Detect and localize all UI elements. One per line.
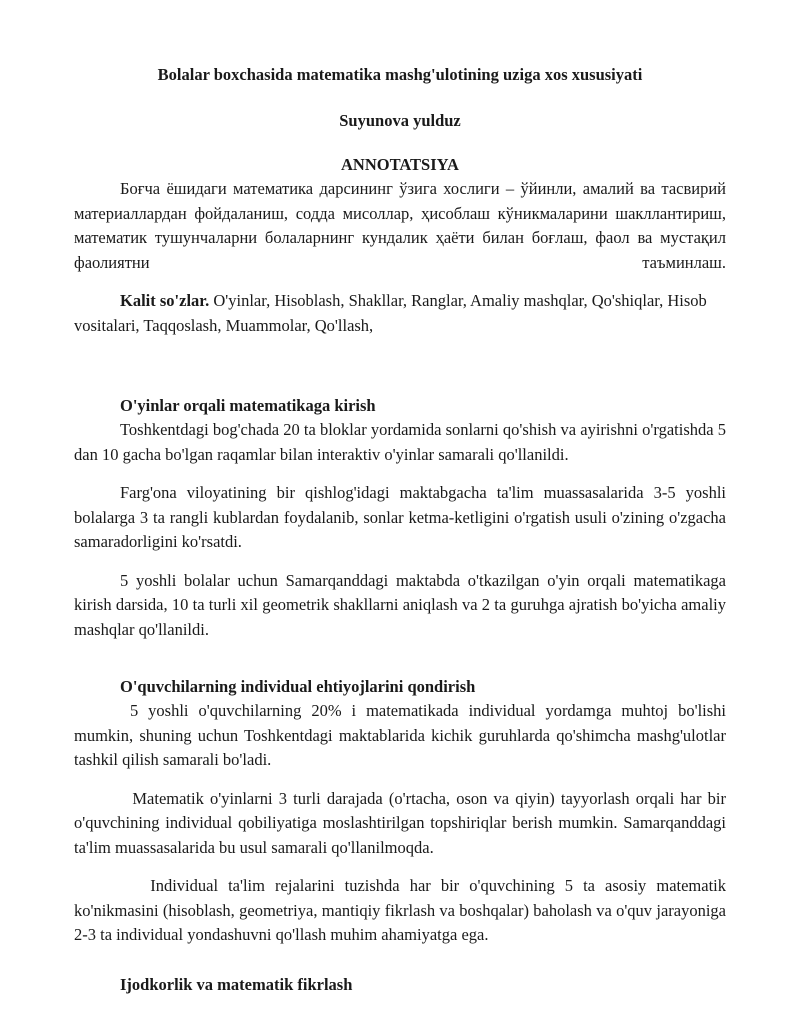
author-name: Suyunova yulduz: [339, 111, 461, 130]
document-page: [74, 64, 731, 997]
section-1-paragraph-2: Farg'ona viloyatining bir qishlog'idagi maktabgacha ta'lim muassasalarida 3-5 yoshli bolalarga 3 ta rangli kublardan foydalanib, sonlar ketma-ketligini o'rgatish usuli o'zining o'zgacha samaradorligini ko'rsatdi.: [74, 483, 726, 551]
keywords-label: Kalit so'zlar.: [120, 291, 210, 310]
annotation-heading: ANNOTATSIYA: [341, 155, 459, 174]
section-2-paragraph-1: 5 yoshli o'quvchilarning 20% i matematikada individual yordamga muhtoj bo'lishi mumkin, shuning uchun Toshkentdagi maktablarida kichik guruhlarda qo'shimcha mashg'ulotlar tashkil qilish samarali bo'ladi.: [74, 701, 731, 769]
section-heading-3: Ijodkorlik va matematik fikrlash: [120, 974, 353, 994]
keywords: [74, 289, 726, 338]
section-heading-1: O'yinlar orqali matematikaga kirish: [120, 396, 376, 415]
section-2-paragraph-3: Individual ta'lim rejalarini tuzishda har bir o'quvchining 5 ta asosiy matematik ko'nikmasini (hisoblash, geometriya, mantiqiy fikrlash va boshqalar) baholash va o'quv jarayoniga 2-3 ta individual yondashuvni qo'llash muhim ahamiyatga ega.: [74, 876, 731, 944]
section-2-paragraph-2: Matematik o'yinlarni 3 turli darajada (o'rtacha, oson va qiyin) tayyorlash orqali har bir o'quvchining individual qobiliyatiga moslashtirilgan topshiriqlar berish mumkin. Samarqanddagi ta'lim muassasalarida bu usul samarali qo'llanilmoqda.: [74, 788, 731, 857]
section-1-paragraph-3: 5 yoshli bolalar uchun Samarqanddagi maktabda o'tkazilgan o'yin orqali matematikaga kirish darsida, 10 ta turli xil geometrik shakllarni aniqlash va 2 ta guruhga ajratish bo'yicha amaliy mashqlar qo'llanildi.: [74, 570, 726, 639]
annotation-text: Боғча ёшидаги математика дарсининг ўзига хослиги – ўйинли, амалий ва тасвирий материаллардан фойдаланиш, содда мисоллар, ҳисоблаш кўникмаларини шакллантириш, математик тушунчаларни болаларнинг кундалик ҳаёти билан боғлаш, фаол ва мустақил фаолиятни таъминлаш.: [74, 179, 726, 272]
keywords-text: O'yinlar, Hisoblash, Shakllar, Ranglar, Amaliy mashqlar, Qo'shiqlar, Hisob vositalari, Taqqoslash, Muammolar, Qo'llash,: [74, 291, 707, 335]
section-1-paragraph-1: Toshkentdagi bog'chada 20 ta bloklar yordamida sonlarni qo'shish va ayirishni o'rgatishda 5 dan 10 gacha bo'lgan raqamlar bilan interaktiv o'yinlar samarali qo'llanildi.: [74, 420, 726, 464]
section-heading-2: O'quvchilarning individual ehtiyojlarini qondirish: [120, 677, 476, 696]
paper-title: Bolalar boxchasida matematika mashg'ulotining uziga xos xususiyati: [157, 65, 643, 84]
